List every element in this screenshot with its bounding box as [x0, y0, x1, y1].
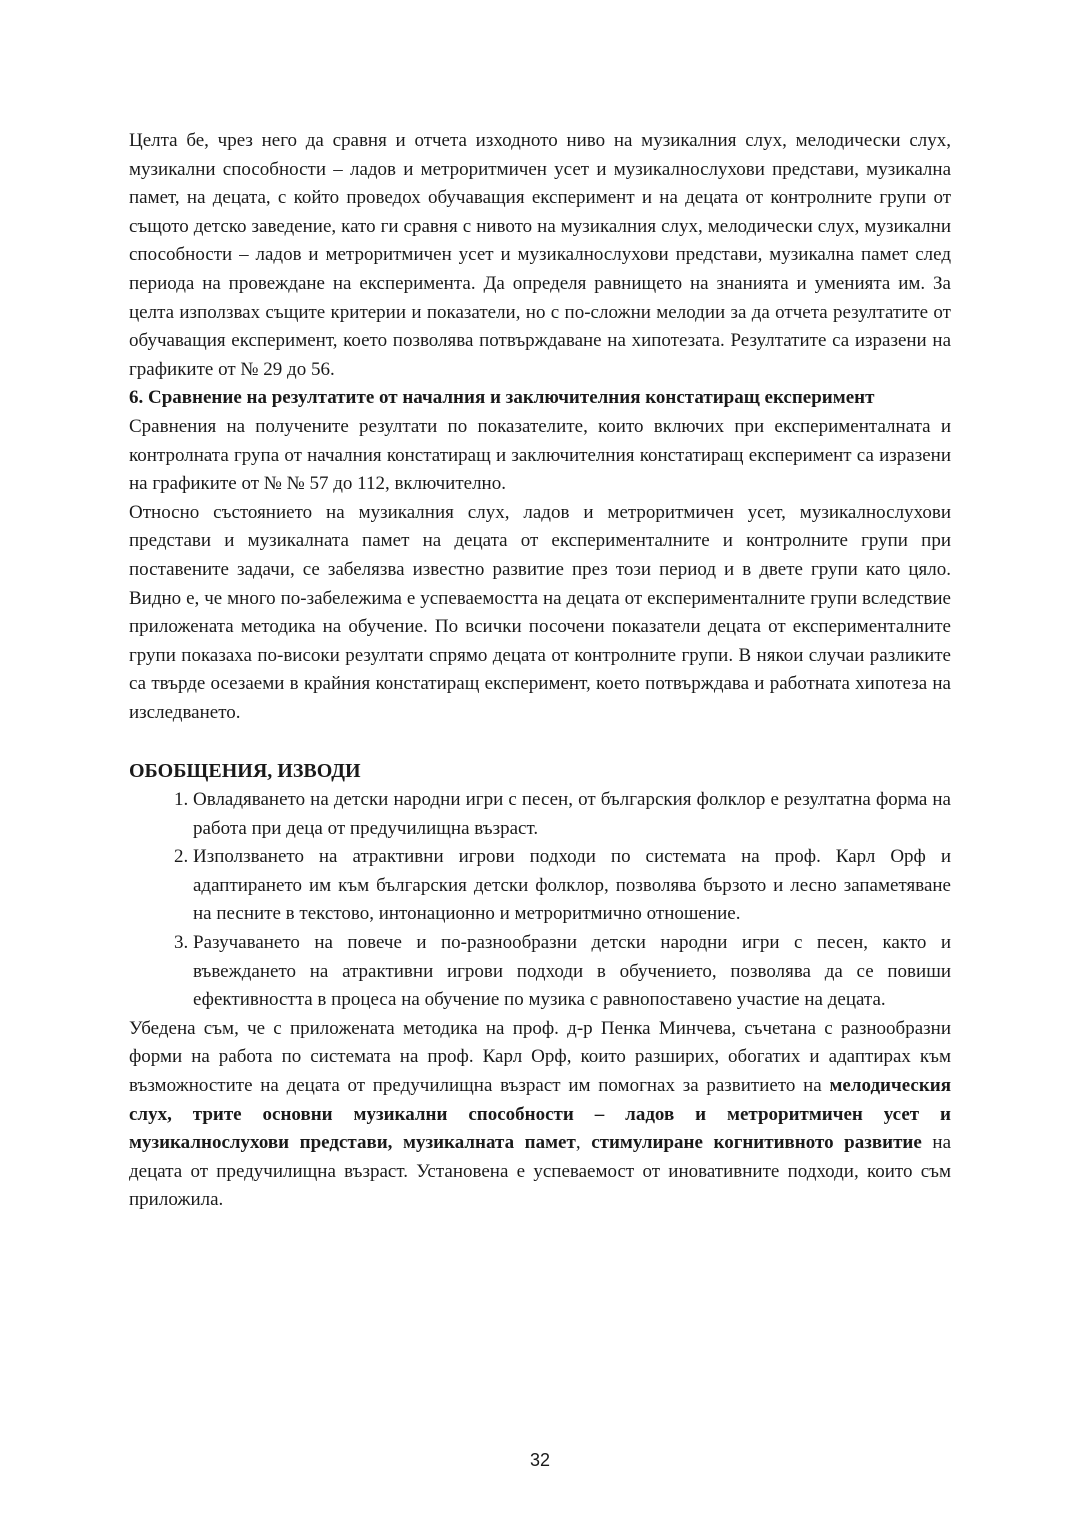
list-item: 1. Овладяването на детски народни игри с песен, от българския фолклор е резултатна форма на работа при деца от предучилищна възраст. [193, 786, 951, 843]
heading-section-6: 6. Сравнение на резултатите от началния и заключителния констатиращ експеримент [129, 387, 875, 409]
paragraph-final [129, 1015, 951, 1215]
paragraph-goal: Целта бе, чрез него да сравня и отчета изходното ниво на музикалния слух, мелодически слух, музикални способности – ладов и метроритмичен усет и музикалнослухови представи, музикална памет, на децата, с който проведох обучаващия експеримент и на децата от контролните групи от същото детско заведение, като ги сравня с нивото на музикалния слух, мелодически слух, музикални способности – ладов и метроритмичен усет и музикалнослухови представи, музикална памет след периода на провеждане на експеримента. Да определя равнището на знанията и уменията им. За целта използвах същите критерии и показатели, но с по-сложни мелодии за да отчета резултатите от обучаващия експеримент, което позволява потвърждаване на хипотезата. Резултатите са изразени на графиките от № 29 до 56. [129, 130, 951, 380]
final-text-2: , [575, 1132, 592, 1154]
page-number: 32 [529, 1450, 551, 1470]
list-item: 2. Използването на атрактивни игрови подходи по системата на проф. Карл Орф и адаптирането им към българския детски фолклор, позволява бързото и лесно запаметяване на песните в текстово, интонационно и метроритмично отношение. [193, 843, 951, 929]
final-bold-1: мелодическия слух, трите основни музикални способности – ладов и метроритмичен усет и музикалнослухови представи, музикалната памет [129, 1075, 951, 1154]
page-content [129, 127, 951, 1215]
paragraph-state: Относно състоянието на музикалния слух, ладов и метроритмичен усет, музикалнослухови представи и музикалната памет на децата от експерименталните и контролните групи при поставените задачи, се забелязва известно развитие през този период и в двете групи като цяло. Видно е, че много по-забележима е успеваемостта на децата от експерименталните групи вследствие приложената методика на обучение. По всички посочени показатели децата от експерименталните групи показаха по-високи резултати спрямо децата от контролните групи. В някои случаи разликите са твърде осезаеми в крайния констатиращ експеримент, което потвърждава и работната хипотеза на изследването. [129, 501, 951, 723]
final-bold-2: стимулиране когнитивното развитие [591, 1132, 922, 1154]
section-title-conclusions: ОБОБЩЕНИЯ, ИЗВОДИ [129, 760, 361, 783]
paragraph-comparison: Сравнения на получените резултати по показателите, които включих при експерименталната и контролната група от началния констатиращ и заключителния констатиращ експеримент са изразени на графиките от № № 57 до 112, включително. [129, 415, 951, 495]
final-text-1: Убедена съм, че с приложената методика на проф. д-р Пенка Минчева, съчетана с разнообразни форми на работа по системата на проф. Карл Орф, които разширих, обогатих и адаптирах към възможностите на децата от предучилищна възраст им помогнах за развитието на [129, 1017, 951, 1096]
list-item: 3. Разучаването на повече и по-разнообразни детски народни игри с песен, както и въвеждането на атрактивни игрови подходи в обучението, позволява да се повиши ефективността в процеса на обучение по музика с равнопоставено участие на децата. [193, 929, 951, 1015]
conclusions-list [129, 786, 951, 1015]
final-text-3: на децата от предучилищна възраст. Установена е успеваемост от иновативните подходи, които съм приложила. [129, 1132, 952, 1211]
